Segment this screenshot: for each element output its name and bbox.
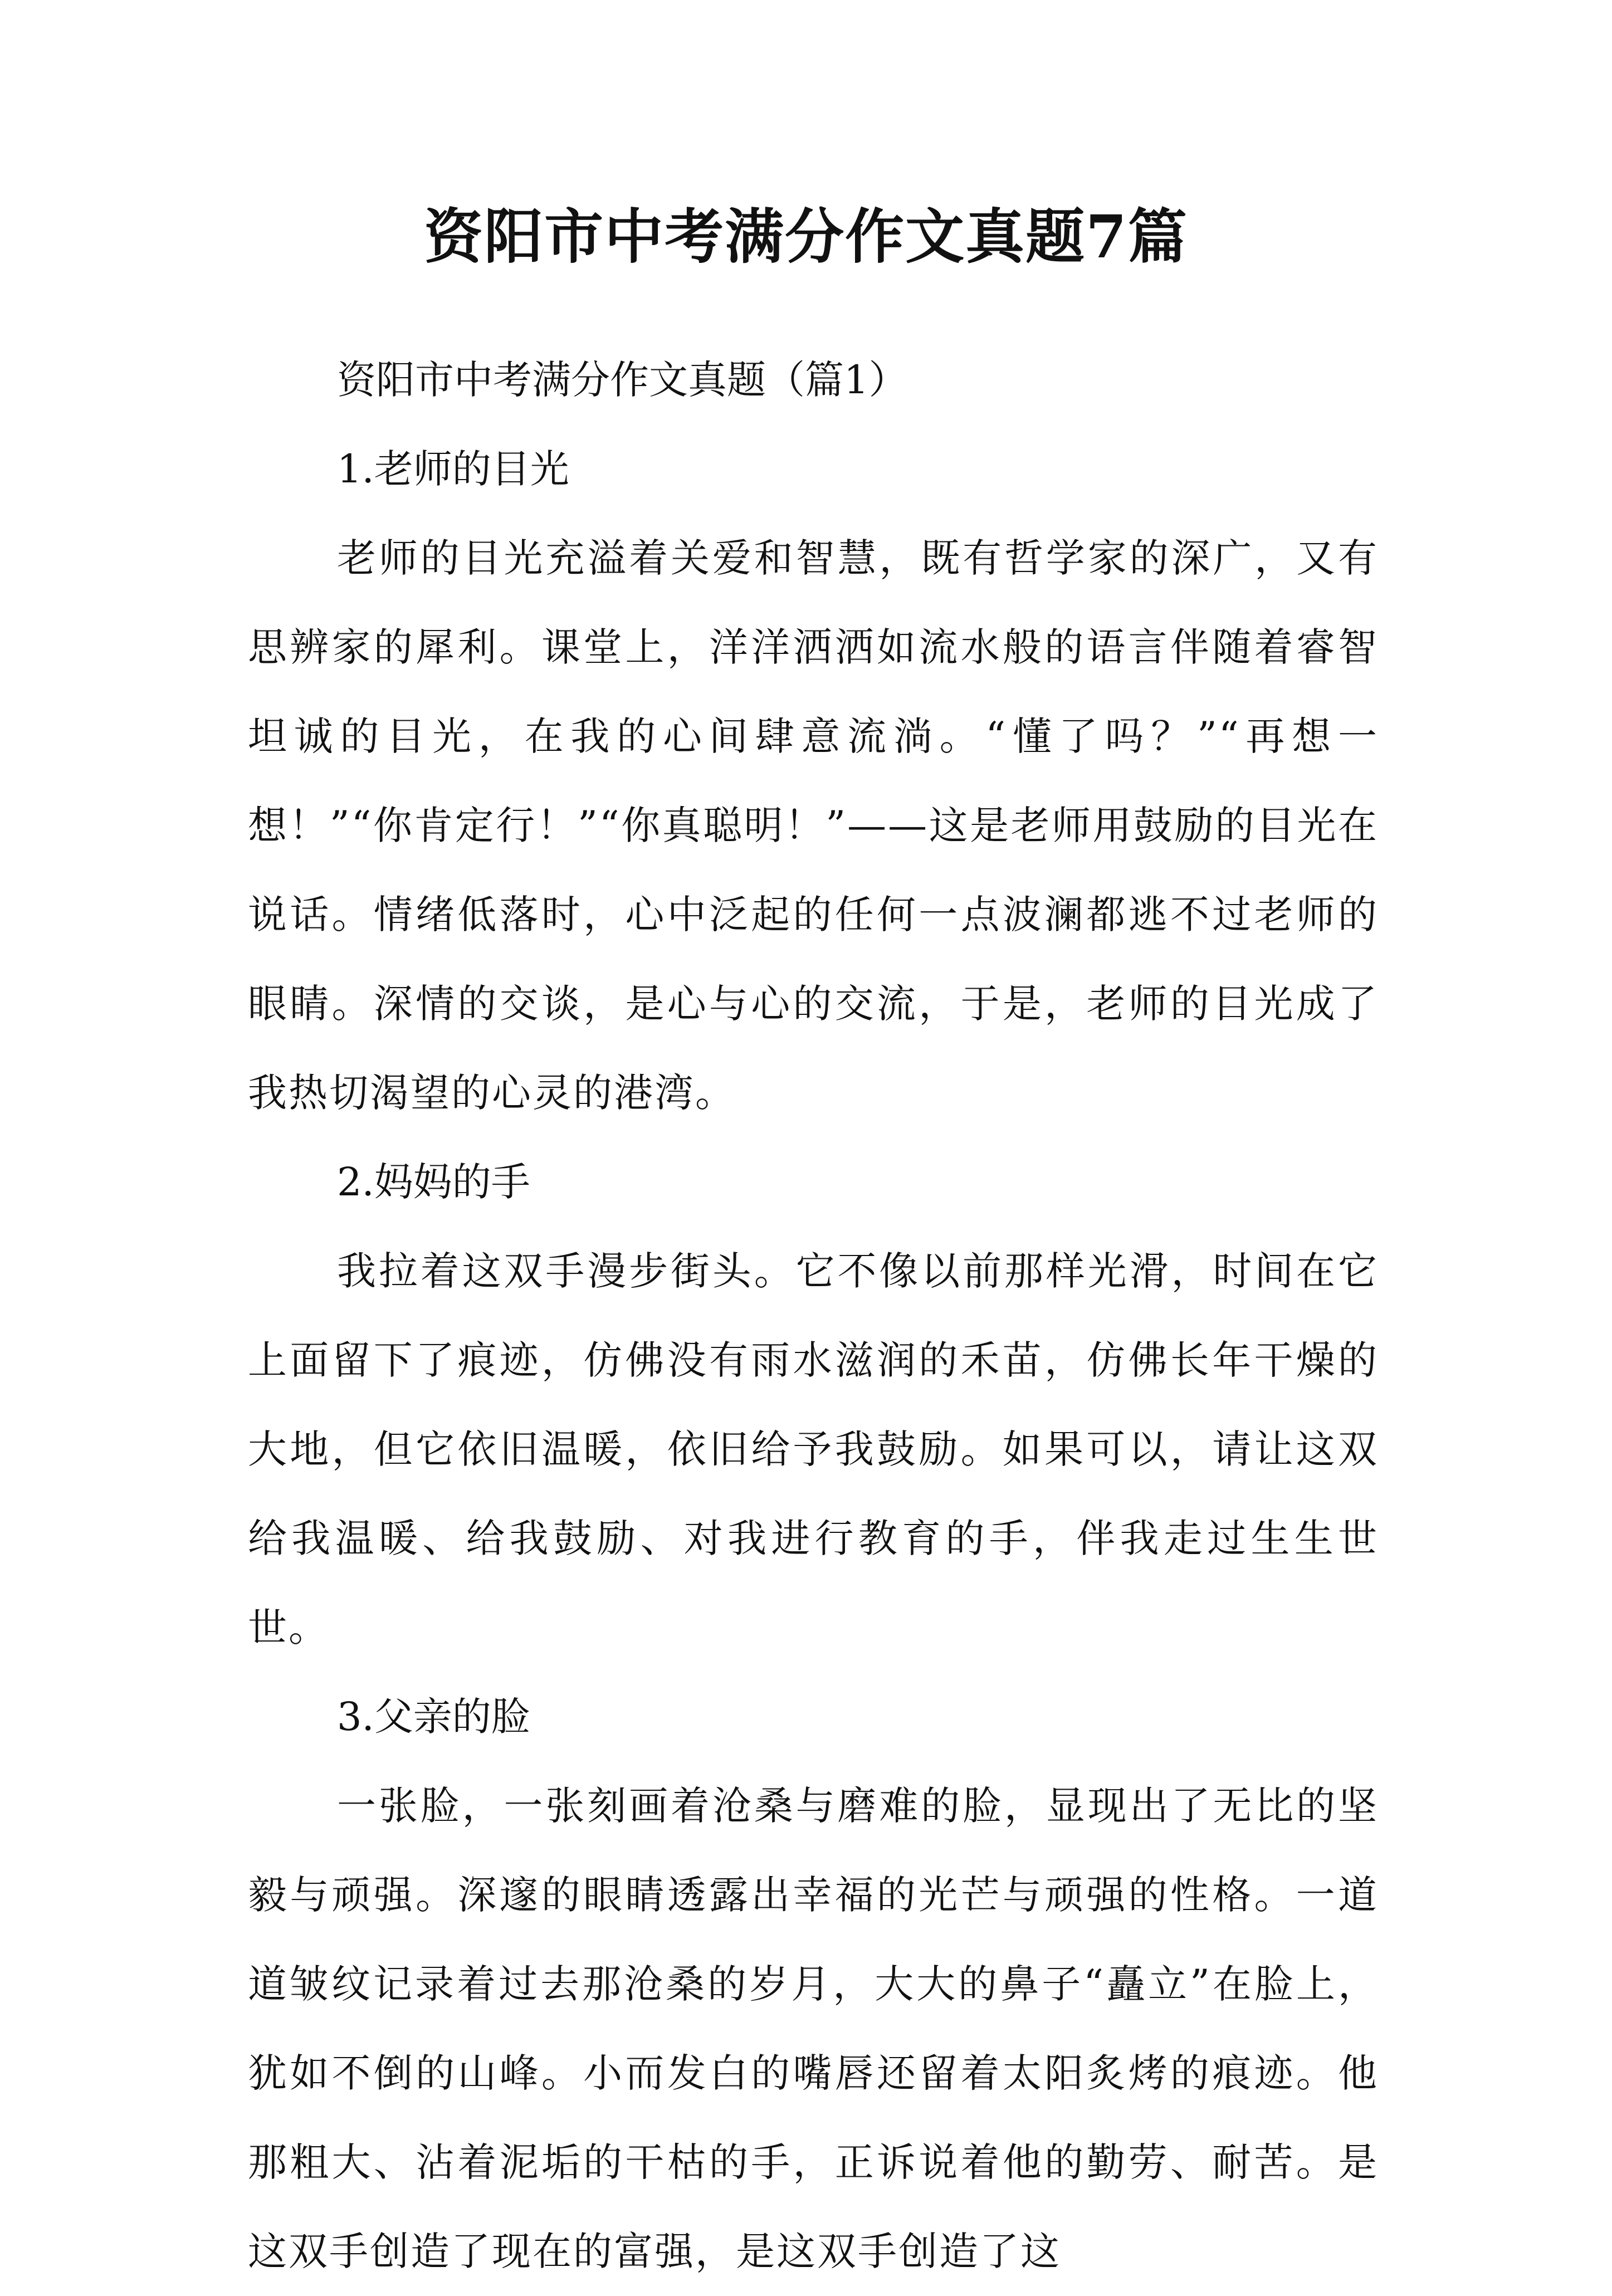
paragraph-father-face: 一张脸，一张刻画着沧桑与磨难的脸，显现出了无比的坚毅与顽强。深邃的眼睛透露出幸福的光芒与顽强的性格。一道道皱纹记录着过去那沧桑的岁月，大大的鼻子“矗立”在脸上，犹如不倒的山峰。小而发白的嘴唇还留着太阳炙烤的痕迹。他那粗大、沾着泥垢的干枯的手，正诉说着他的勤劳、耐苦。是这双手创造了现在的富强，是这双手创造了这 xyxy=(248,1783,1379,2274)
subheading-mother-hands: 2.妈妈的手 xyxy=(337,1159,530,1205)
document-body xyxy=(248,335,1379,2296)
document-title: 资阳市中考满分作文真题7篇 xyxy=(424,202,1188,271)
subheading-father-face: 3.父亲的脸 xyxy=(337,1694,530,1740)
section-heading: 资阳市中考满分作文真题（篇1） xyxy=(337,357,908,403)
subheading-teacher-gaze: 1.老师的目光 xyxy=(337,446,569,492)
paragraph-teacher-gaze: 老师的目光充溢着关爱和智慧，既有哲学家的深广，又有思辨家的犀利。课堂上，洋洋洒洒如流水般的语言伴随着睿智坦诚的目光，在我的心间肆意流淌。“懂了吗？”“再想一想！”“你肯定行！”“你真聪明！”——这是老师用鼓励的目光在说话。情绪低落时，心中泛起的任何一点波澜都逃不过老师的眼睛。深情的交谈，是心与心的交流，于是，老师的目光成了我热切渴望的心灵的港湾。 xyxy=(248,535,1379,1116)
paragraph-mother-hands: 我拉着这双手漫步街头。它不像以前那样光滑，时间在它上面留下了痕迹，仿佛没有雨水滋润的禾苗，仿佛长年干燥的大地，但它依旧温暖，依旧给予我鼓励。如果可以，请让这双给我温暖、给我鼓励、对我进行教育的手，伴我走过生生世世。 xyxy=(248,1248,1379,1650)
